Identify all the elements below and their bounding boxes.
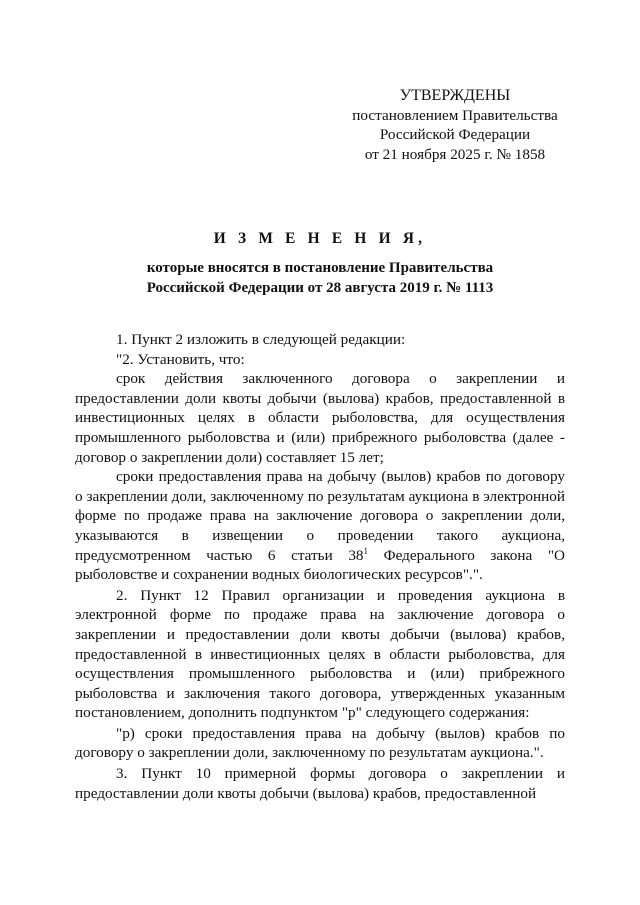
approval-line-3: от 21 ноября 2025 г. № 1858 [364,145,546,163]
document-body [75,330,565,803]
paragraph-2: "2. Установить, что: [116,350,245,368]
approval-title: УТВЕРЖДЕНЫ [399,87,511,104]
approval-block [320,86,590,164]
paragraph-1: 1. Пункт 2 изложить в следующей редакции: [116,331,406,348]
paragraph-7: 3. Пункт 10 примерной формы договора о закреплении и предоставлении доли квоты добычи (вылова) крабов, предоставленной [75,765,565,802]
approval-line-2: Российской Федерации [379,126,531,143]
paragraph-6: "р) сроки предоставления права на добычу (вылов) крабов по договору о закреплении доли, заключенному по результатам аукциона.". [75,724,565,762]
approval-line-1: постановлением Правительства [352,106,558,124]
paragraph-4 [75,467,565,585]
heading-title: И З М Е Н Е Н И Я, [213,230,427,247]
paragraph-5: 2. Пункт 12 Правил организации и проведения аукциона в электронной форме по продаже права на заключение договора о закреплении и предоставлении доли квоты добычи (вылова) крабов, предоставленной в инвестиционных целях в области рыболовства, для осуществления промышленного рыболовства и (или) прибрежного рыболовства и заключения такого договора, утвержденных указанным постановлением, дополнить подпунктом "р" следующего содержания: [75,586,565,722]
paragraph-3: срок действия заключенного договора о закреплении и предоставлении доли квоты добычи (вылова) крабов, предоставленной в инвестиционных целях в области рыболовства, для осуществления промышленного рыболовства и (или) прибрежного рыболовства (далее - договор о закреплении доли) составляет 15 лет; [75,370,565,466]
document-heading [76,230,564,298]
paragraph-4-text: сроки предоставления права на добычу (вылов) крабов по договору о закреплении доли, заключенному по результатам аукциона в электронной форме по продаже права на заключение договора о закреплении доли, указываются в извещении о проведении такого аукциона, предусмотренном частью 6 статьи 38 [75,468,565,564]
paragraph-4-text-end: Федерального закона "О рыболовстве и сохранении водных биологических ресурсов".". [75,546,565,584]
paragraph-4-superscript: 1 [363,545,369,556]
heading-subtitle-line-1: которые вносятся в постановление Правительства [146,260,494,276]
heading-subtitle-line-2: Российской Федерации от 28 августа 2019 г. № 1113 [146,279,494,296]
